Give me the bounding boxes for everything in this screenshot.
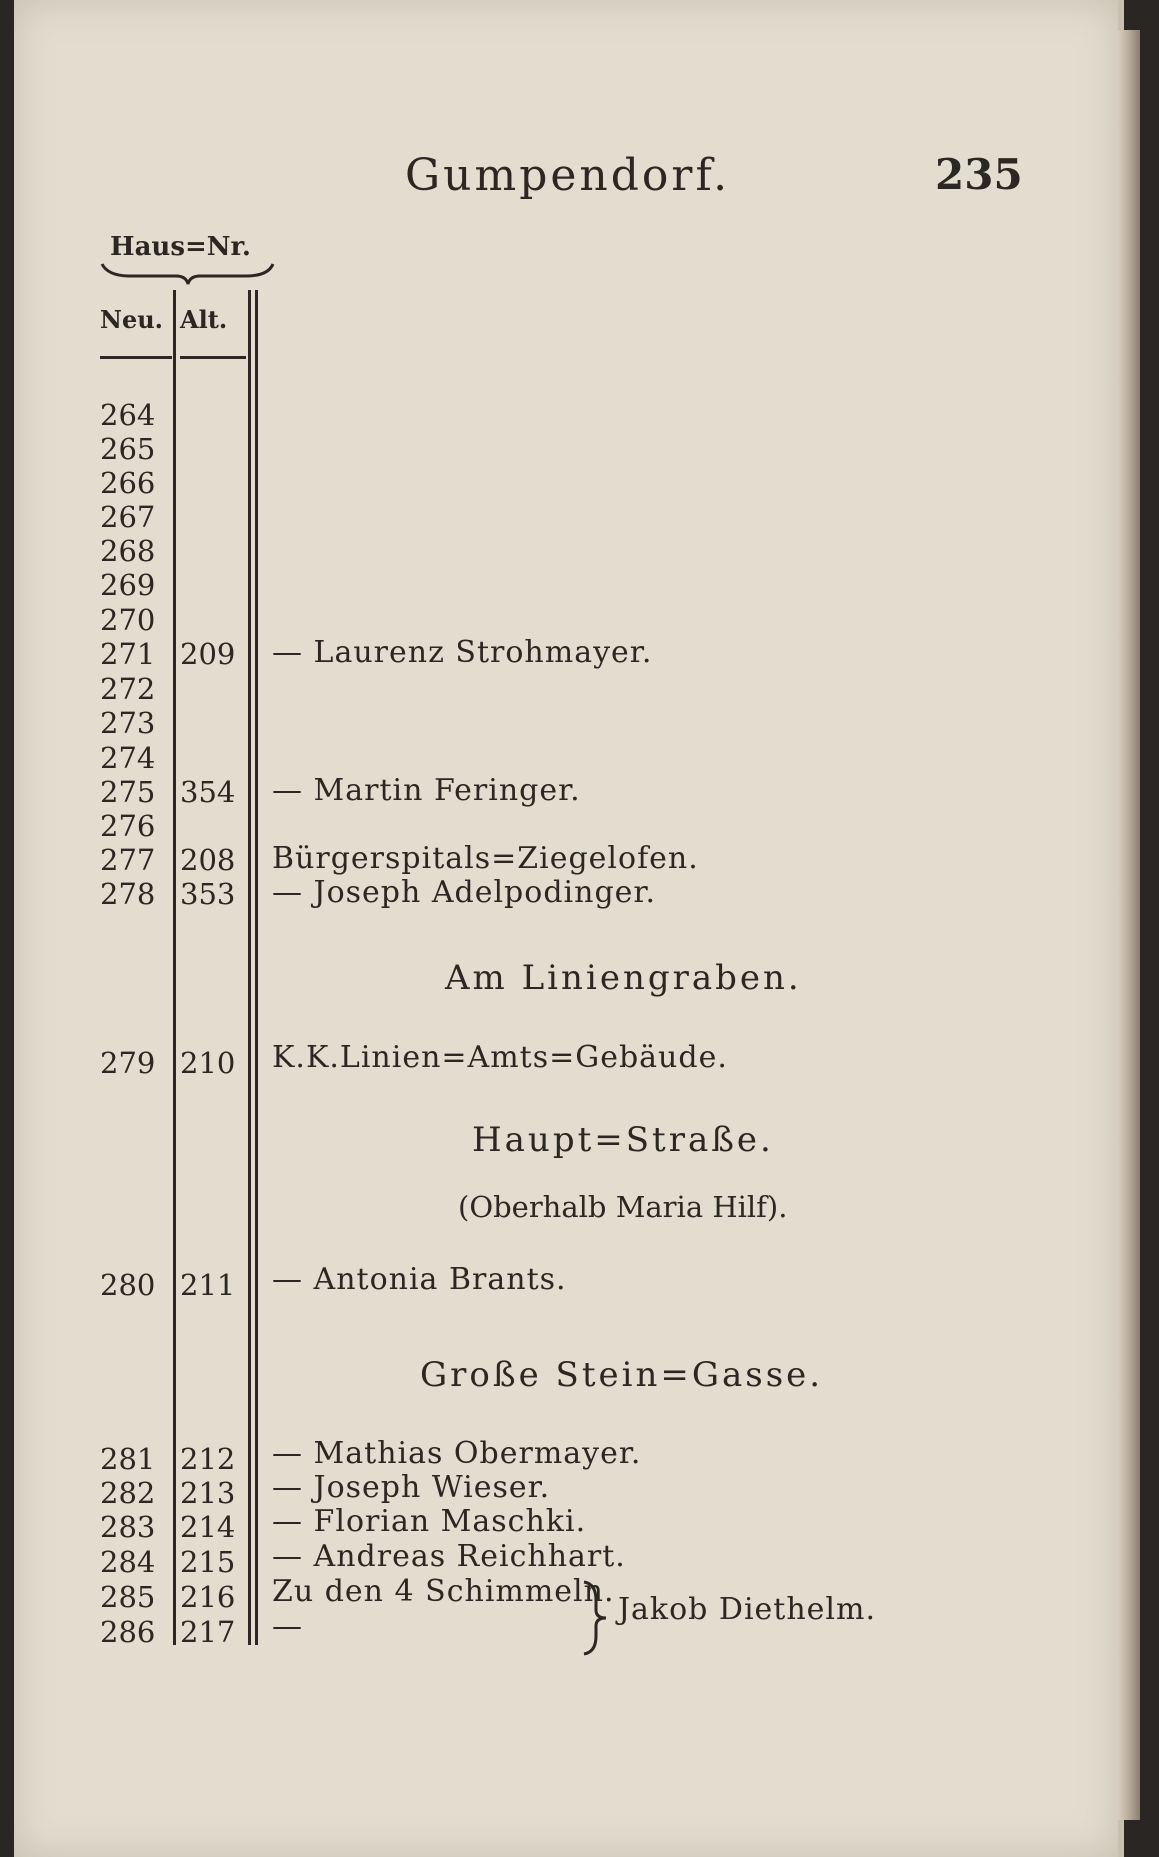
- entry-text: — Laurenz Strohmayer.: [272, 635, 653, 670]
- house-number-new: 274: [100, 741, 156, 775]
- entry-text: — Martin Feringer.: [272, 773, 581, 808]
- entry-text: — Andreas Reichhart.: [272, 1539, 626, 1574]
- house-number-new: 273: [100, 706, 156, 740]
- entry-text: — Antonia Brants.: [272, 1262, 567, 1297]
- house-number-old: 211: [180, 1268, 236, 1302]
- page-edge: [1118, 30, 1140, 1820]
- house-number-old: 217: [180, 1615, 236, 1649]
- section-heading: Haupt=Straße.: [472, 1120, 774, 1160]
- house-number-new: 272: [100, 672, 156, 706]
- entry-text: Bürgerspitals=Ziegelofen.: [272, 841, 699, 876]
- entry-text: — Joseph Wieser.: [272, 1470, 551, 1505]
- house-number-new: 275: [100, 775, 156, 809]
- house-number-new: 265: [100, 432, 156, 466]
- house-number-old: 214: [180, 1510, 236, 1544]
- house-number-old: 353: [180, 877, 236, 911]
- column-heading-alt: Alt.: [180, 305, 228, 334]
- column-heading-neu: Neu.: [100, 305, 164, 334]
- house-number-old: 354: [180, 775, 236, 809]
- house-number-old: 208: [180, 843, 236, 877]
- column-brace: [100, 260, 275, 286]
- house-number-old: 209: [180, 637, 236, 671]
- braced-owner-name: Jakob Diethelm.: [618, 1592, 877, 1627]
- house-number-new: 286: [100, 1615, 156, 1649]
- entry-text: — Mathias Obermayer.: [272, 1436, 642, 1471]
- house-number-new: 283: [100, 1510, 156, 1544]
- column-group-heading: Haus=Nr.: [110, 232, 251, 262]
- column-heading-rule: [100, 356, 172, 359]
- column-divider: [248, 290, 251, 1645]
- house-number-new: 267: [100, 500, 156, 534]
- house-number-old: 210: [180, 1046, 236, 1080]
- house-number-new: 284: [100, 1545, 156, 1579]
- right-brace: [580, 1578, 610, 1658]
- column-divider: [255, 290, 258, 1645]
- house-number-new: 280: [100, 1268, 156, 1302]
- section-subheading: (Oberhalb Maria Hilf).: [458, 1190, 788, 1224]
- house-number-new: 277: [100, 843, 156, 877]
- house-number-new: 266: [100, 466, 156, 500]
- section-heading: Am Liniengraben.: [445, 958, 802, 998]
- house-number-old: 215: [180, 1545, 236, 1579]
- house-number-new: 278: [100, 877, 156, 911]
- section-heading: Große Stein=Gasse.: [420, 1355, 824, 1395]
- entry-text: — Florian Maschki.: [272, 1504, 587, 1539]
- house-number-new: 276: [100, 809, 156, 843]
- column-heading-rule: [180, 356, 246, 359]
- house-number-new: 268: [100, 534, 156, 568]
- entry-text: K.K.Linien=Amts=Gebäude.: [272, 1040, 728, 1075]
- house-number-new: 270: [100, 603, 156, 637]
- house-number-old: 212: [180, 1442, 236, 1476]
- house-number-new: 285: [100, 1580, 156, 1614]
- house-number-new: 271: [100, 637, 156, 671]
- entry-text: —: [272, 1609, 303, 1644]
- house-number-old: 216: [180, 1580, 236, 1614]
- entry-text: Zu den 4 Schimmeln.: [272, 1574, 615, 1609]
- house-number-new: 269: [100, 568, 156, 602]
- house-number-new: 264: [100, 398, 156, 432]
- house-number-new: 279: [100, 1046, 156, 1080]
- house-number-new: 281: [100, 1442, 156, 1476]
- house-number-old: 213: [180, 1476, 236, 1510]
- entry-text: — Joseph Adelpodinger.: [272, 875, 656, 910]
- page-number: 235: [935, 150, 1023, 199]
- running-title: Gumpendorf.: [405, 150, 731, 201]
- column-divider: [173, 290, 176, 1645]
- house-number-new: 282: [100, 1476, 156, 1510]
